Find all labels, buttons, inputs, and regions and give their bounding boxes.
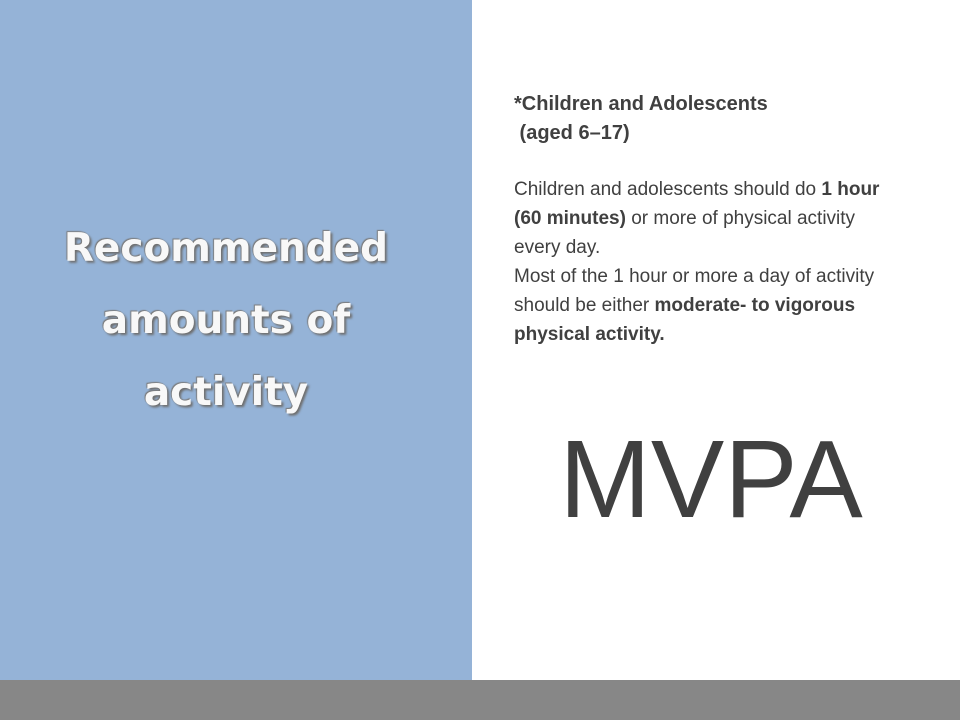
guideline-body: [514, 175, 904, 349]
body-text-3: Most of the 1 hour or more a day of activity should be either: [514, 266, 875, 316]
slide-title: [0, 213, 452, 429]
body-bold-intensity: moderate- to vigorous physical activity.: [514, 295, 856, 345]
left-panel: [0, 0, 472, 680]
body-text-1: Children and adolescents should do: [514, 179, 822, 200]
mvpa-label: MVPA: [559, 418, 863, 541]
guideline-content: [514, 90, 904, 349]
body-text-2: or more of physical activity every day.: [514, 208, 856, 258]
title-line-1: Recommended: [63, 226, 389, 271]
title-line-3: activity: [143, 370, 309, 415]
body-bold-duration: 1 hour (60 minutes): [514, 179, 880, 229]
footer-bar: [0, 680, 960, 720]
audience-heading: *Children and Adolescents: [514, 93, 768, 115]
age-range-heading: (aged 6–17): [514, 122, 630, 144]
title-line-2: amounts of: [101, 298, 351, 343]
